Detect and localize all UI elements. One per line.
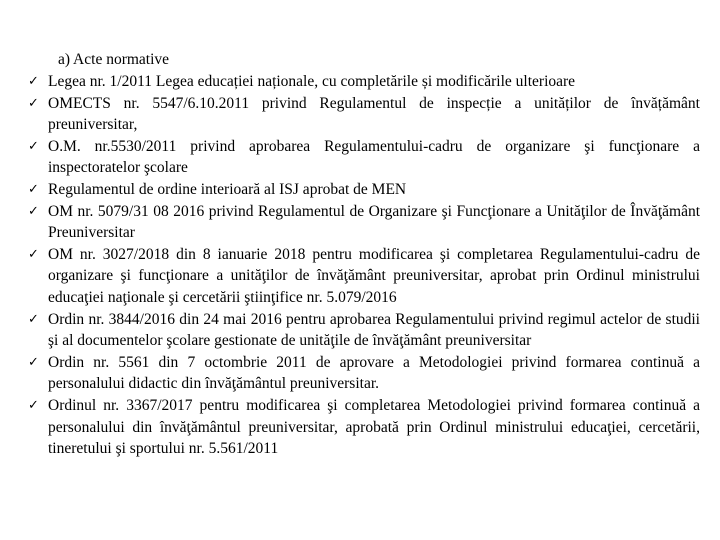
checkmark-icon: ✓ — [28, 95, 39, 111]
list-item-text: Regulamentul de ordine interioară al ISJ aprobat de MEN — [48, 180, 407, 198]
checkmark-icon: ✓ — [28, 311, 39, 327]
list-item-text: OM nr. 3027/2018 din 8 ianuarie 2018 pentru modificarea şi completarea Regulamentului-cadru de organizare şi funcţionare a unităţilor de învăţământ preuniversitar, aprobat prin Ordinul ministrului educaţiei naţionale şi cercetării ştiinţifice nr. 5.079/2016 — [48, 245, 700, 306]
checkmark-icon: ✓ — [28, 354, 39, 370]
list-item — [28, 395, 700, 460]
list-item-text: Ordin nr. 5561 din 7 octombrie 2011 de aprovare a Metodologiei privind formarea continuă a personalului didactic din învăţământul preuniversitar. — [48, 353, 700, 393]
list-item — [28, 352, 700, 395]
checkmark-icon: ✓ — [28, 203, 39, 219]
section-heading: a) Acte normative — [58, 51, 170, 68]
list-item-text: Ordinul nr. 3367/2017 pentru modificarea şi completarea Metodologiei privind formarea continuă a personalului din învăţământul preuniversitar, aprobată prin Ordinul ministrului educaţiei, cercetării, tineretului şi sportului nr. 5.561/2011 — [48, 396, 700, 458]
list-item-text: O.M. nr.5530/2011 privind aprobarea Regulamentului-cadru de organizare şi funcţionare a inspectoratelor şcolare — [48, 137, 700, 177]
list-item-text: OM nr. 5079/31 08 2016 privind Regulamentul de Organizare şi Funcţionare a Unităţilor de Învăţământ Preuniversitar — [48, 202, 700, 242]
checkmark-icon: ✓ — [28, 397, 39, 413]
list-item — [28, 244, 700, 309]
list-item-text: Legea nr. 1/2011 Legea educației naționale, cu completările și modificările ulterioare — [48, 73, 576, 90]
checkmark-icon: ✓ — [28, 138, 39, 154]
checkmark-icon: ✓ — [28, 246, 39, 262]
list-item — [28, 179, 700, 201]
checkmark-icon: ✓ — [28, 74, 39, 89]
list-item — [28, 309, 700, 352]
list-item-text: Ordin nr. 3844/2016 din 24 mai 2016 pentru aprobarea Regulamentului privind regimul actelor de studii şi al documentelor şcolare gestionate de unităţile de învăţământ preuniversitar — [48, 310, 700, 350]
list-item-text: OMECTS nr. 5547/6.10.2011 privind Regulamentul de inspecție a unităților de învățământ preuniversitar, — [48, 94, 700, 134]
list-item — [28, 71, 700, 93]
list-item — [28, 201, 700, 244]
legislation-list — [28, 71, 700, 460]
checkmark-icon: ✓ — [28, 181, 39, 197]
list-item — [28, 93, 700, 136]
list-item — [28, 136, 700, 179]
